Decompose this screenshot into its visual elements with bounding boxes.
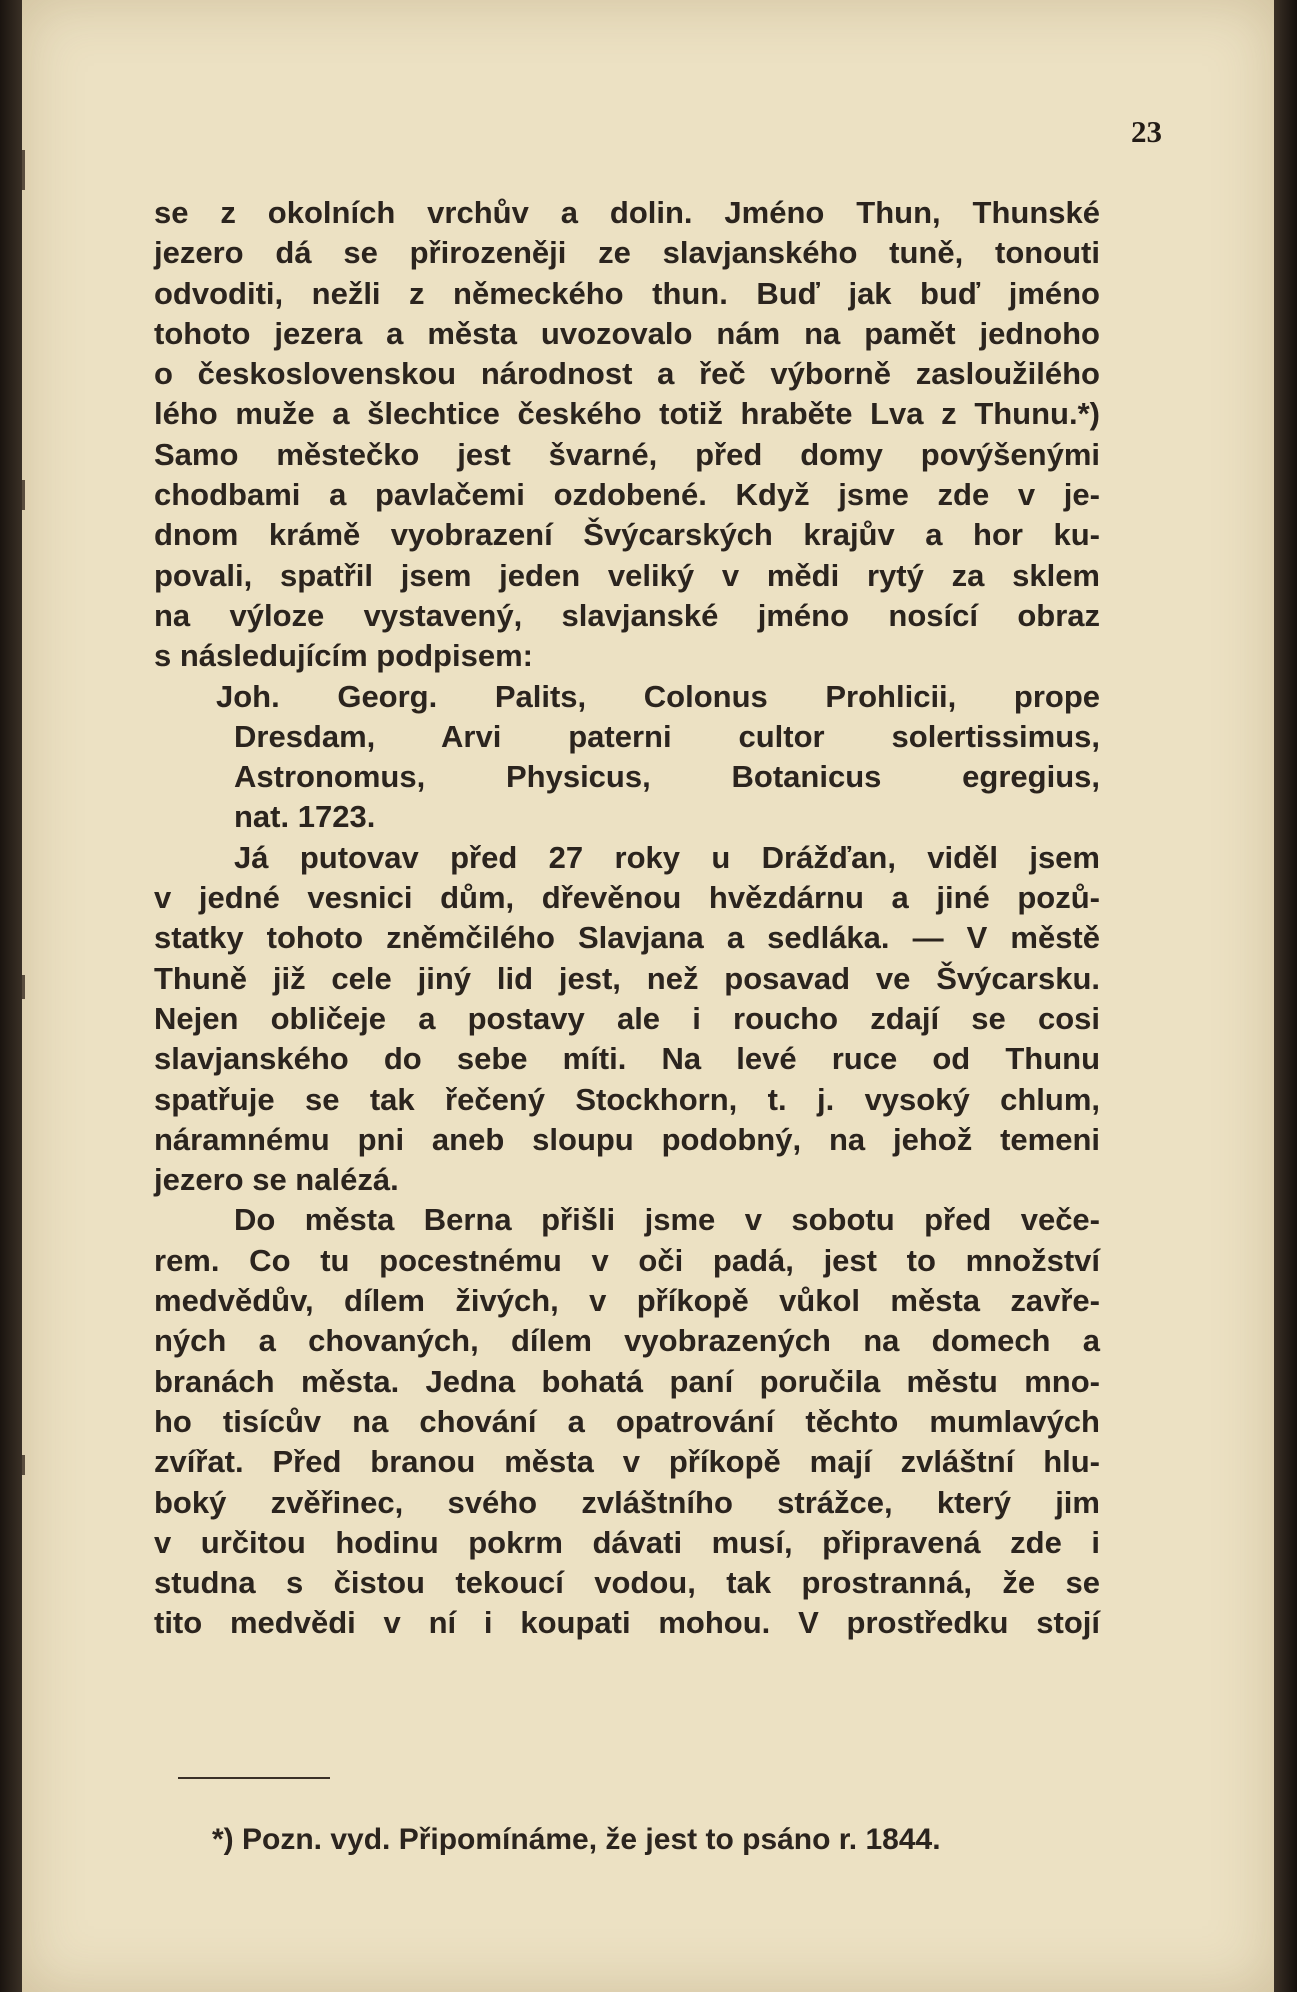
page-edge bbox=[1274, 0, 1297, 1992]
text-line: tito medvědi v ní i koupati mohou. V prostředku stojí bbox=[154, 1605, 1100, 1641]
text-line: se z okolních vrchův a dolin. Jméno Thun, Thunské bbox=[154, 195, 1100, 230]
text-line: na výloze vystavený, slavjanské jméno nosící obraz bbox=[154, 597, 1100, 633]
text-line: v jedné vesnici dům, dřevěnou hvězdárnu a jiné pozů- bbox=[154, 880, 1100, 916]
text-line: spatřuje se tak řečený Stockhorn, t. j. vysoký chlum, bbox=[154, 1081, 1100, 1117]
text-line: statky tohoto zněmčilého Slavjana a sedláka. — V městě bbox=[154, 920, 1100, 956]
text-line: Do města Berna přišli jsme v sobotu před veče- bbox=[234, 1202, 1100, 1238]
book-binding bbox=[0, 0, 22, 1992]
quote-line: Joh. Georg. Palits, Colonus Prohlicii, prope bbox=[216, 678, 1100, 714]
text-line: Nejen obličeje a postavy ale i roucho zdají se cosi bbox=[154, 1000, 1100, 1036]
text-line: boký zvěřinec, svého zvláštního strážce, který jim bbox=[154, 1484, 1100, 1520]
text-line: dnom krámě vyobrazení Švýcarských krajův a hor ku- bbox=[154, 517, 1100, 553]
text-line: v určitou hodinu pokrm dávati musí, připravená zde i bbox=[154, 1524, 1100, 1560]
margin-mark bbox=[22, 1455, 25, 1475]
quote-line: nat. 1723. bbox=[234, 799, 376, 835]
text-line: slavjanského do sebe míti. Na levé ruce od Thunu bbox=[154, 1041, 1100, 1077]
text-line: branách města. Jedna bohatá paní poručila městu mno- bbox=[154, 1363, 1100, 1399]
text-line: Já putovav před 27 roky u Drážďan, viděl jsem bbox=[234, 839, 1100, 875]
margin-mark bbox=[22, 150, 25, 190]
text-line: zvířat. Před branou města v příkopě mají zvláštní hlu- bbox=[154, 1444, 1100, 1480]
text-line: ných a chovaných, dílem vyobrazených na domech a bbox=[154, 1323, 1100, 1359]
text-line: jezero dá se přirozeněji ze slavjanského tuně, tonouti bbox=[154, 235, 1100, 271]
footnote: *) Pozn. vyd. Připomínáme, že jest to psáno r. 1844. bbox=[212, 1823, 941, 1856]
footnote-rule bbox=[178, 1777, 330, 1779]
margin-mark bbox=[22, 975, 25, 999]
text-line: medvědův, dílem živých, v příkopě vůkol města zavře- bbox=[154, 1283, 1100, 1319]
text-line: rem. Co tu pocestnému v oči padá, jest to množství bbox=[154, 1242, 1100, 1278]
text-line: o československou národnost a řeč výborně zasloužilého bbox=[154, 356, 1100, 392]
text-line: ho tisícův na chování a opatrování těchto mumlavých bbox=[154, 1403, 1100, 1439]
text-line: odvoditi, nežli z německého thun. Buď jak buď jméno bbox=[154, 275, 1100, 311]
text-line: náramnému pni aneb sloupu podobný, na jehož temeni bbox=[154, 1121, 1100, 1157]
page-body bbox=[154, 193, 1100, 1644]
text-line: Thuně již cele jiný lid jest, než posavad ve Švýcarsku. bbox=[154, 960, 1100, 996]
text-line: povali, spatřil jsem jeden veliký v mědi rytý za sklem bbox=[154, 557, 1100, 593]
page-number: 23 bbox=[1131, 114, 1162, 149]
quote-line: Dresdam, Arvi paterni cultor solertissimus, bbox=[234, 718, 1100, 754]
margin-mark bbox=[22, 480, 25, 510]
quote-line: Astronomus, Physicus, Botanicus egregius, bbox=[234, 759, 1100, 795]
book-page bbox=[22, 0, 1274, 1992]
text-line: Samo městečko jest švarné, před domy povýšenými bbox=[154, 436, 1100, 472]
text-line: s následujícím podpisem: bbox=[154, 638, 533, 674]
text-line: jezero se nalézá. bbox=[154, 1162, 399, 1198]
text-line: tohoto jezera a města uvozovalo nám na pamět jednoho bbox=[154, 315, 1100, 351]
text-line: studna s čistou tekoucí vodou, tak prostranná, že se bbox=[154, 1565, 1100, 1601]
text-line: chodbami a pavlačemi ozdobené. Když jsme zde v je- bbox=[154, 477, 1100, 513]
text-line: lého muže a šlechtice českého totiž hraběte Lva z Thunu.*) bbox=[154, 396, 1100, 432]
